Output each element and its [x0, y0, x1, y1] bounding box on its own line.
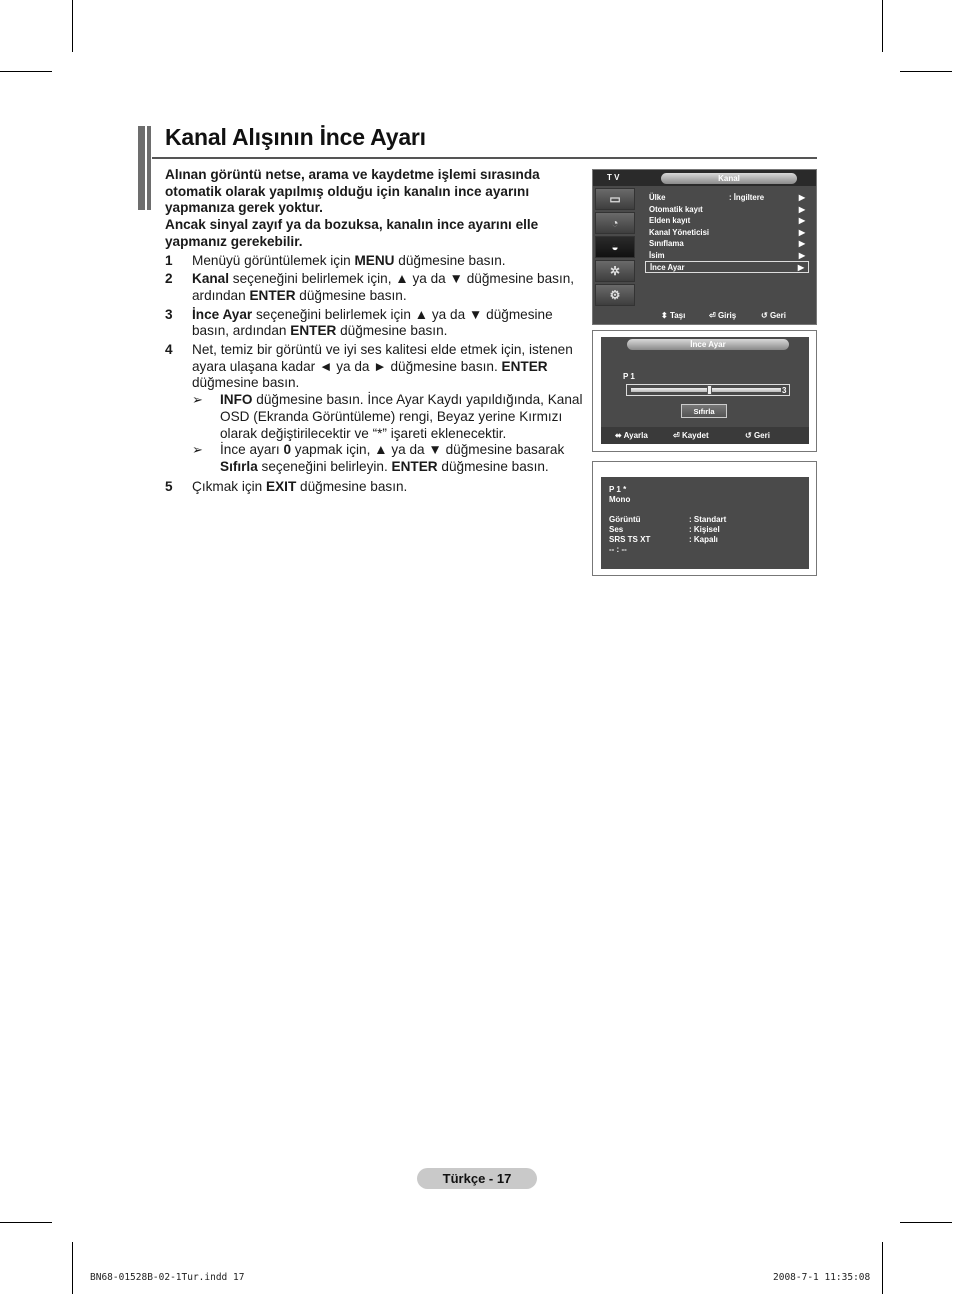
slider-value: 3	[782, 386, 787, 395]
crop-mark	[72, 0, 73, 52]
note-reset: ➢ İnce ayarı 0 yapmak için, ▲ ya da ▼ düğmesine basarak Sıfırla seçeneğini belirleyin. ENTER düğmesine basın.	[192, 442, 565, 474]
osd-sidebar	[595, 188, 637, 314]
info-channel: P 1 *	[609, 485, 627, 494]
instructions	[165, 167, 585, 497]
adjust-hint: ⬌ Ayarla	[615, 431, 648, 440]
info-time: -- : --	[609, 545, 627, 554]
page-number: Türkçe - 17	[417, 1168, 537, 1189]
enter-icon: ⏎	[709, 311, 716, 320]
move-hint: ⬍ Taşı	[661, 311, 686, 320]
crop-mark	[882, 0, 883, 52]
crop-mark	[0, 1222, 52, 1223]
info-row-sound: Ses : Kişisel	[609, 525, 720, 534]
note-info: ➢ INFO düğmesine basın. İnce Ayar Kaydı yapıldığında, Kanal OSD (Ekranda Görüntüleme) rengi, Beyaz yerine Kırmızı olarak değiştirilecektir ve “*” işareti eklenecektir.	[192, 392, 583, 441]
leftright-icon: ⬌	[615, 431, 622, 440]
arrow-right-icon: ▶	[797, 263, 804, 272]
crop-mark	[882, 1242, 883, 1294]
arrow-right-icon: ▶	[798, 204, 805, 214]
menu-item-manual-store[interactable]: Elden kayıt ▶	[649, 216, 805, 225]
arrow-right-icon: ▶	[798, 239, 805, 248]
crop-mark	[900, 1222, 952, 1223]
enter-hint: ⏎ Giriş	[709, 311, 737, 320]
crop-mark	[0, 71, 52, 72]
channel-number: P 1	[623, 372, 635, 381]
menu-item-fine-tune[interactable]: İnce Ayar ▶	[645, 261, 809, 273]
menu-item-channel-manager[interactable]: Kanal Yöneticisi ▶	[649, 227, 805, 237]
intro-text: Alınan görüntü netse, arama ve kaydetme işlemi sırasında otomatik olarak yapılmış olduğu için kanalın ince ayarını yapmanıza gerek yoktur. Ancak sinyal zayıf ya da bozuksa, kanalın ince ayarını elle yapmanız gerekebilir.	[165, 167, 540, 249]
osd-header: İnce Ayar	[627, 339, 789, 350]
channel-icon[interactable]: ◒	[595, 236, 635, 258]
title-rule	[152, 157, 817, 159]
note-arrow-icon: ➢	[192, 392, 203, 408]
arrow-right-icon: ▶	[798, 193, 805, 202]
tv-label: T V	[607, 173, 620, 182]
info-row-srs: SRS TS XT : Kapalı	[609, 535, 718, 544]
back-hint: ↺ Geri	[745, 431, 770, 440]
page-title: Kanal Alışının İnce Ayarı	[165, 124, 426, 150]
osd-footer	[601, 427, 809, 444]
osd-fine-tune	[592, 330, 817, 452]
osd-menu-list	[645, 192, 809, 273]
menu-item-sort[interactable]: Sınıflama ▶	[649, 239, 805, 248]
crop-mark	[900, 71, 952, 72]
menu-item-auto-store[interactable]: Otomatik kayıt ▶	[649, 204, 805, 214]
step-5: 5 Çıkmak için EXIT düğmesine basın.	[165, 478, 408, 494]
print-slug-date: 2008-7-1 11:35:08	[773, 1272, 871, 1283]
sound-icon[interactable]: ◔	[595, 212, 635, 234]
menu-item-name[interactable]: İsim ▶	[649, 250, 805, 260]
osd-header: Kanal	[661, 173, 797, 184]
info-sound-mode: Mono	[609, 495, 631, 504]
slider-thumb[interactable]	[707, 385, 712, 395]
setup-icon[interactable]: ✲	[595, 260, 635, 282]
step-1: 1 Menüyü görüntülemek için MENU düğmesine basın.	[165, 252, 506, 268]
arrow-right-icon: ▶	[798, 227, 805, 237]
step-4: 4 Net, temiz bir görüntü ve iyi ses kalitesi elde etmek için, istenen ayara ulaşana kadar ◄ ya da ► düğmesine basın. ENTER düğmesine basın.	[165, 342, 573, 391]
fine-tune-slider[interactable]	[626, 384, 790, 396]
menu-item-country[interactable]: Ülke : İngiltere ▶	[649, 193, 805, 202]
osd-info	[592, 461, 817, 576]
input-icon[interactable]: ⚙	[595, 284, 635, 306]
slider-track	[631, 388, 781, 392]
arrow-right-icon: ▶	[798, 216, 805, 225]
save-hint: ⏎ Kaydet	[673, 431, 709, 440]
crop-mark	[72, 1242, 73, 1294]
note-arrow-icon: ➢	[192, 442, 203, 458]
reset-button[interactable]: Sıfırla	[681, 404, 727, 418]
updown-icon: ⬍	[661, 311, 668, 320]
print-slug-file: BN68-01528B-02-1Tur.indd 17	[90, 1272, 245, 1283]
return-icon: ↺	[761, 311, 768, 320]
step-3: 3 İnce Ayar seçeneğini belirlemek için ▲ ya da ▼ düğmesine basın, ardından ENTER düğmesine basın.	[165, 306, 553, 339]
back-hint: ↺ Geri	[761, 311, 786, 320]
info-row-picture: Görüntü : Standart	[609, 515, 727, 524]
osd-channel-menu	[592, 169, 817, 325]
osd-footer	[639, 307, 816, 324]
title-decoration	[138, 126, 152, 210]
picture-icon[interactable]: ▭	[595, 188, 635, 210]
step-2: 2 Kanal seçeneğini belirlemek için, ▲ ya da ▼ düğmesine basın, ardından ENTER düğmesine basın.	[165, 271, 575, 303]
arrow-right-icon: ▶	[798, 250, 805, 260]
enter-icon: ⏎	[673, 431, 680, 440]
osd-topbar	[593, 170, 816, 186]
return-icon: ↺	[745, 431, 752, 440]
